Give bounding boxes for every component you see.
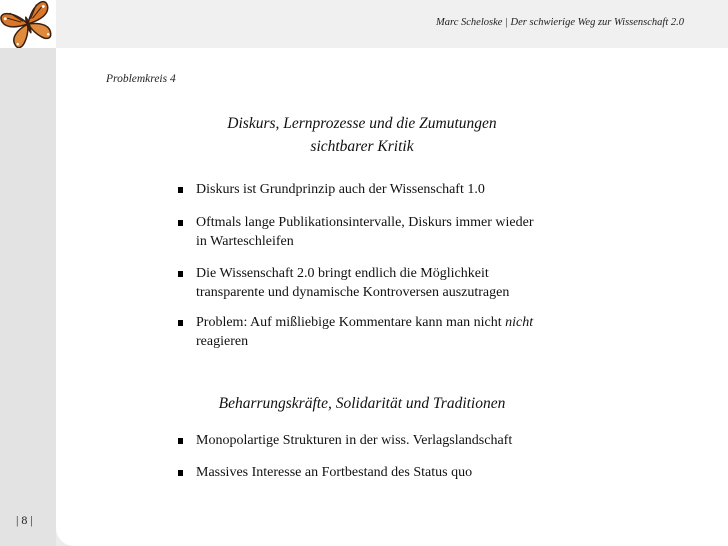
bullet-square-icon xyxy=(178,320,183,326)
bullet-text xyxy=(196,313,616,351)
bullet-line: transparente und dynamische Kontroversen auszutragen xyxy=(196,285,510,300)
bullet-square-icon xyxy=(178,187,183,193)
section-heading-1-line2: sichtbarer Kritik xyxy=(310,138,414,155)
section-heading-2: Beharrungskräfte, Solidarität und Traditionen xyxy=(218,395,506,412)
butterfly-icon xyxy=(0,0,56,48)
section-heading-1-line1: Diskurs, Lernprozesse und die Zumutungen xyxy=(227,115,497,132)
bullet-text: Monopolartige Strukturen in der wiss. Verlagslandschaft xyxy=(196,433,513,448)
bullet-square-icon xyxy=(178,470,183,476)
bullet-line xyxy=(196,313,616,332)
bullet-line: Oftmals lange Publikationsintervalle, Diskurs immer wieder xyxy=(196,215,534,230)
bullet-text xyxy=(196,180,616,199)
bullet-line: in Warteschleifen xyxy=(196,234,294,249)
bullet-text: Massives Interesse an Fortbestand des Status quo xyxy=(196,465,473,480)
bullet-square-icon xyxy=(178,438,183,444)
bullet-line-text: Problem: Auf mißliebige Kommentare kann man nicht xyxy=(196,315,506,330)
left-strip xyxy=(0,0,56,546)
page-number: | 8 | xyxy=(16,513,33,527)
header-title: Marc Scheloske | Der schwierige Weg zur Wissenschaft 2.0 xyxy=(436,17,684,28)
bullet-text xyxy=(196,213,616,251)
bullet-line: reagieren xyxy=(196,334,249,349)
problem-label: Problemkreis 4 xyxy=(106,73,176,85)
bullet-text xyxy=(196,264,616,302)
bullet-emphasis: nicht xyxy=(505,315,534,330)
butterfly-logo xyxy=(0,0,56,48)
bullet-square-icon xyxy=(178,271,183,277)
bullet-line: Diskurs ist Grundprinzip auch der Wissenschaft 1.0 xyxy=(196,182,485,197)
bullet-square-icon xyxy=(178,220,183,226)
section-heading-1 xyxy=(150,112,574,158)
bullet-line: Die Wissenschaft 2.0 bringt endlich die Möglichkeit xyxy=(196,266,489,281)
